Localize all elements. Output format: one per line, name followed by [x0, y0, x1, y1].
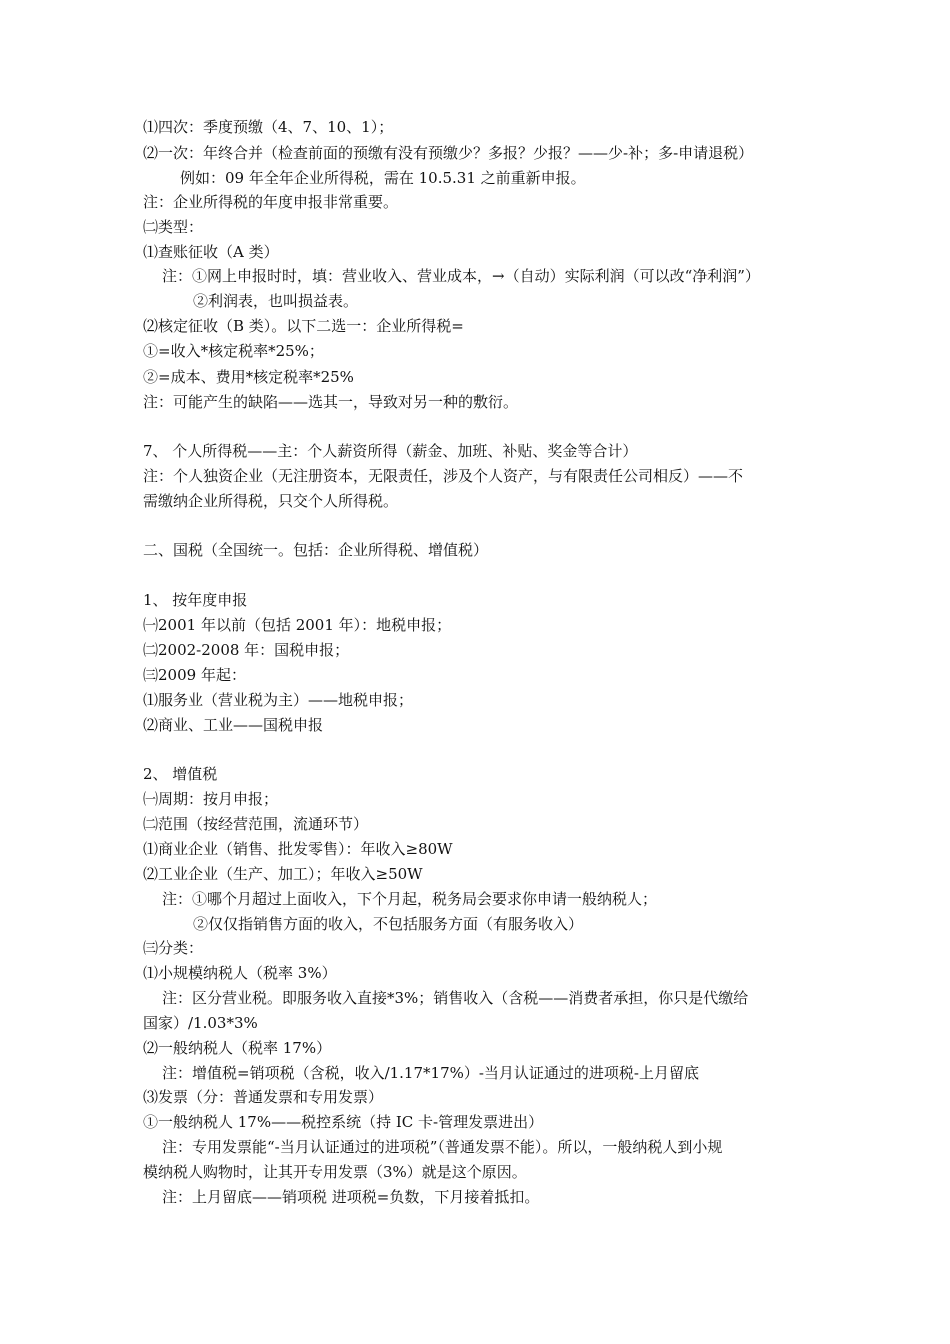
- text-line: ⑵一次：年终合并（检查前面的预缴有没有预缴少？多报？少报？——少-补；多-申请退税）: [143, 144, 754, 162]
- text-line: ⑴查账征收（A 类）: [143, 243, 279, 261]
- text-line: 注：上月留底——销项税 进项税=负数，下月接着抵扣。: [162, 1188, 540, 1206]
- text-line: ①=收入*核定税率*25%；: [143, 342, 324, 360]
- text-line: 1、 按年度申报: [143, 591, 248, 609]
- text-line: ㈡范围（按经营范围，流通环节）: [143, 815, 369, 833]
- text-line: ⑵核定征收（B 类）。以下二选一：企业所得税=: [143, 317, 464, 335]
- text-line: ⑵工业企业（生产、加工）；年收入≥50W: [143, 865, 423, 883]
- text-line: ②=成本、费用*核定税率*25%: [143, 368, 354, 386]
- text-line: 注：①哪个月超过上面收入，下个月起，税务局会要求你申请一般纳税人；: [162, 890, 658, 908]
- text-line: ㈠周期：按月申报；: [143, 790, 279, 808]
- text-line: 注：专用发票能“-当月认证通过的进项税”（普通发票不能）。所以，一般纳税人到小规: [162, 1138, 723, 1156]
- text-line: ㈠2001 年以前（包括 2001 年）：地税申报；: [143, 616, 452, 634]
- text-line: 注：①网上申报时时，填：营业收入、营业成本，→（自动）实际利润（可以改“净利润”）: [162, 267, 760, 285]
- text-line: 注：增值税=销项税（含税，收入/1.17*17%）-当月认证通过的进项税-上月留底: [162, 1064, 700, 1082]
- text-line: ⑴小规模纳税人（税率 3%）: [143, 964, 337, 982]
- text-line: 2、 增值税: [143, 765, 218, 783]
- text-line: ㈢2009 年起：: [143, 666, 246, 684]
- text-line: 注：企业所得税的年度申报非常重要。: [143, 193, 399, 211]
- section-heading: 二、国税（全国统一。包括：企业所得税、增值税）: [143, 541, 489, 559]
- text-line: 需缴纳企业所得税，只交个人所得税。: [143, 492, 399, 510]
- text-line: ⑴服务业（营业税为主）——地税申报；: [143, 691, 414, 709]
- text-line: ⑴四次：季度预缴（4、7、10、1）；: [143, 118, 394, 136]
- text-line: ㈡类型：: [143, 218, 204, 236]
- text-line: ①一般纳税人 17%——税控系统（持 IC 卡-管理发票进出）: [143, 1113, 544, 1131]
- text-line: 注：区分营业税。即服务收入直接*3%；销售收入（含税——消费者承担，你只是代缴给: [162, 989, 749, 1007]
- text-line: ⑵商业、工业——国税申报: [143, 716, 324, 734]
- text-line: 国家）/1.03*3%: [143, 1014, 258, 1032]
- text-line: ㈢分类：: [143, 939, 204, 957]
- text-line: 7、 个人所得税——主：个人薪资所得（薪金、加班、补贴、奖金等合计）: [143, 442, 638, 460]
- text-line: 例如：09 年全年企业所得税，需在 10.5.31 之前重新申报。: [180, 169, 586, 187]
- text-line: 注：个人独资企业（无注册资本，无限责任，涉及个人资产，与有限责任公司相反）——不: [143, 467, 744, 485]
- text-line: 注：可能产生的缺陷——选其一，导致对另一种的敷衍。: [143, 393, 519, 411]
- text-line: ㈡2002-2008 年：国税申报；: [143, 641, 350, 659]
- text-line: ②仅仅指销售方面的收入，不包括服务方面（有服务收入）: [193, 915, 584, 933]
- text-line: ⑵一般纳税人（税率 17%）: [143, 1039, 332, 1057]
- text-line: 模纳税人购物时，让其开专用发票（3%）就是这个原因。: [143, 1163, 527, 1181]
- text-line: ⑶发票（分：普通发票和专用发票）: [143, 1088, 384, 1106]
- text-line: ⑴商业企业（销售、批发零售）：年收入≥80W: [143, 840, 453, 858]
- text-line: ②利润表，也叫损益表。: [193, 292, 359, 310]
